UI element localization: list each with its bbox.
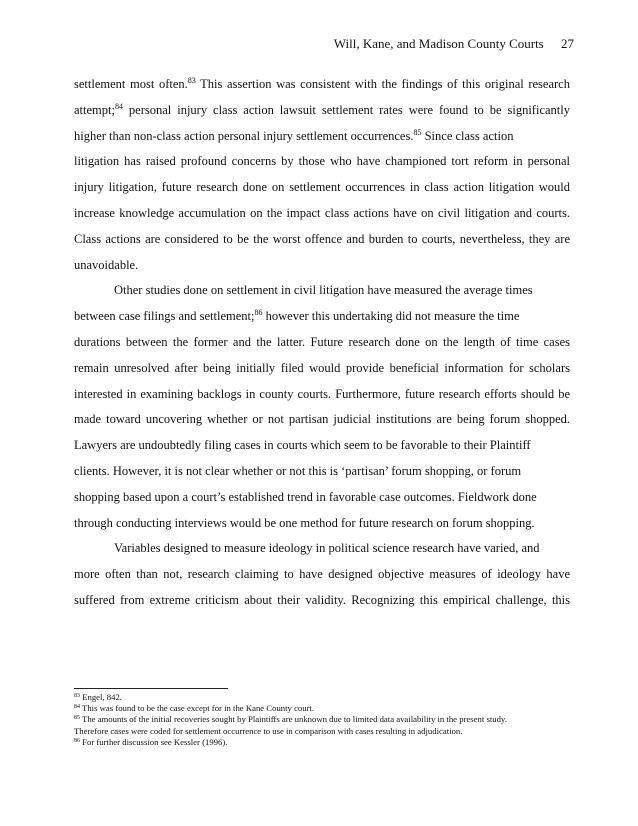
text-line: injury litigation, future research done on settlement occurrences in class action litigation would (74, 180, 570, 195)
text-line: attempt;$^{84}$ personal injury class action lawsuit settlement rates were found to be significantly (74, 101, 570, 117)
footnote: $^{84}$ This was found to be the case except for in the Kane County court. (74, 703, 315, 714)
text-line: higher than non-class action personal injury settlement occurrences.$^{85}$ Since class action (74, 127, 514, 143)
footnote-ref: 83 (187, 76, 196, 85)
text-line: suffered from extreme criticism about their validity. Recognizing this empirical challenge, this (74, 592, 570, 607)
footnote-ref: 86 (254, 308, 263, 318)
running-title: Will, Kane, and Madison County Courts (333, 36, 544, 51)
text-line: unavoidable. (74, 257, 139, 272)
footnotes (74, 692, 574, 748)
text-line: Lawyers are undoubtedly filing cases in courts which seem to be favorable to their Plaintiff (74, 438, 531, 453)
running-header (334, 36, 574, 52)
text-line: settlement most often.$^{83}$ This assertion was consistent with the findings of this original research (74, 76, 570, 91)
footnote: $^{85}$ The amounts of the initial recoveries sought by Plaintiffs are unknown due to limited data availability in the present study. (74, 714, 507, 725)
page-number: 27 (561, 36, 574, 51)
text-line: durations between the former and the latter. Future research done on the length of time cases (74, 334, 570, 349)
footnote-ref: 84 (114, 101, 123, 111)
footnote-ref: 85 (413, 127, 422, 137)
text-line: litigation has raised profound concerns by those who have championed tort reform in personal (74, 154, 570, 169)
text-line: more often than not, research claiming to have designed objective measures of ideology have (74, 567, 570, 582)
text-line: Class actions are considered to be the worst offence and burden to courts, nevertheless, they are (74, 231, 570, 246)
footnote-continuation: Therefore cases were coded for settlement occurrence to use in comparison with cases resulting in adjudication. (74, 725, 463, 736)
text-line: between case filings and settlement;$^{86}$ however this undertaking did not measure the time (74, 308, 520, 324)
text-line: increase knowledge accumulation on the impact class actions have on civil litigation and courts. (74, 205, 570, 220)
text-line: through conducting interviews would be one method for future research on forum shopping. (74, 515, 535, 530)
text-line: clients. However, it is not clear whether or not this is ‘partisan’ forum shopping, or forum (74, 463, 522, 478)
text-line: shopping based upon a court’s established trend in favorable case outcomes. Fieldwork done (74, 489, 537, 504)
footnote-divider (74, 688, 228, 689)
text-line: made toward uncovering whether or not partisan judicial institutions are being forum shopped. (74, 412, 570, 427)
text-line: Variables designed to measure ideology in political science research have varied, and (114, 541, 540, 556)
footnote: $^{83}$ Engel, 842. (74, 692, 122, 702)
text-line: remain unresolved after being initially filed would provide beneficial information for scholars (74, 360, 570, 375)
text-line: interested in examining backlogs in county courts. Furthermore, future research efforts should be (74, 386, 570, 401)
body-text (74, 72, 570, 614)
footnote: $^{86}$ For further discussion see Kessler (1996). (74, 736, 228, 747)
text-line: Other studies done on settlement in civil litigation have measured the average times (114, 283, 533, 298)
